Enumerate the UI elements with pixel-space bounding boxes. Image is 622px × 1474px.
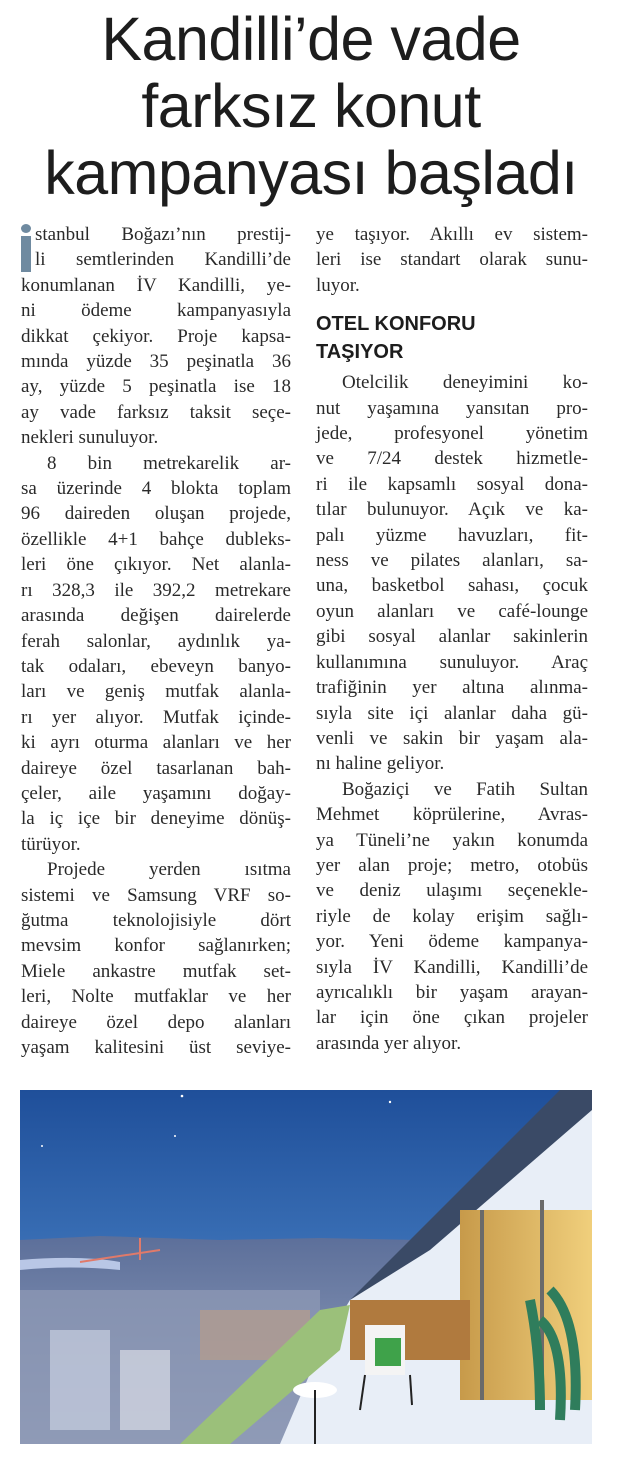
article-text-line: konumlanan İV Kandilli, ye- <box>21 274 291 296</box>
article-text-line: trafiğinin yer altına alınma- <box>316 677 588 699</box>
article-text-line: tak odaları, ebeveyn banyo- <box>21 655 291 677</box>
article-text-line: gibi sosyal alanlar sakinlerin <box>316 626 588 648</box>
article-text-line: stanbul Boğazı’nın prestij- <box>35 224 291 245</box>
article-text-line: sa üzerinde 4 blokta toplam <box>21 478 291 500</box>
article-text-line: yor. Yeni ödeme kampanya- <box>316 931 588 953</box>
article-text-line: venli ve sakin bir yaşam ala- <box>316 727 588 749</box>
headline-line: farksız konut <box>141 72 481 140</box>
article-text-line: tılar bulunuyor. Açık ve ka- <box>316 499 588 521</box>
article-text-line: ğutma teknolojisiyle dört <box>21 909 291 931</box>
article-text-line: nekleri sunuluyor. <box>21 427 159 449</box>
article-text-line: arasında yer alıyor. <box>316 1032 462 1054</box>
article-text-line: mevsim konfor sağlanırken; <box>21 935 291 957</box>
article-text-line: nut yaşamına yansıtan pro- <box>316 397 588 419</box>
article-text-line: una, basketbol sahası, çocuk <box>316 575 588 597</box>
article-text-line: Projede yerden ısıtma <box>47 859 291 881</box>
article-text-line: ve deniz ulaşımı seçenekle- <box>316 880 588 902</box>
subheading <box>316 310 588 366</box>
article-text-line: 96 daireden oluşan projede, <box>21 503 291 525</box>
article-text-line: nı haline geliyor. <box>316 753 445 775</box>
article-text-line: ay vade farksız taksit seçe- <box>21 401 291 423</box>
subheading-line: OTEL KONFORU <box>316 313 476 336</box>
article-text-line: oyun alanları ve café-lounge <box>316 600 588 622</box>
article-text-line: rı 328,3 ile 392,2 metrekare <box>21 579 291 601</box>
article-text-line: ri ile kapsamlı sosyal dona- <box>316 473 588 495</box>
article-text-line: dikkat çekiyor. Proje kapsa- <box>21 325 291 347</box>
article-text-line: mında yüzde 35 peşinatla 36 <box>21 351 291 373</box>
article-text-line: leri, Nolte mutfaklar ve her <box>21 986 291 1008</box>
article-text-line: lar için öne çıkan projeler <box>316 1007 588 1029</box>
article-text-line: 8 bin metrekarelik ar- <box>47 452 291 474</box>
article-text-line: ları ve geniş mutfak alanla- <box>21 681 291 703</box>
article-text-line: palı yüzme havuzları, fit- <box>316 524 588 546</box>
article-text-line: ni ödeme kampanyasıyla <box>21 300 291 322</box>
article-text-line: daireye özel depo alanları <box>21 1011 291 1033</box>
article-text-line: riyle de kolay erişim sağlı- <box>316 905 588 927</box>
article-text-line: Mehmet köprülerine, Avras- <box>316 804 588 826</box>
article-text-line: türüyor. <box>21 833 81 855</box>
article-text-line: leri ise standart olarak sunu- <box>316 249 588 271</box>
article-text-line: rı yer alıyor. Mutfak içinde- <box>21 706 291 728</box>
article-text-line: ay, yüzde 5 peşinatla ise 18 <box>21 376 291 398</box>
terrace-night-view-image <box>20 1090 592 1444</box>
article-text-line: çeler, aile yaşamını doğay- <box>21 782 291 804</box>
article-column-left <box>21 222 291 1060</box>
article-text-line: sistemi ve Samsung VRF so- <box>21 884 291 906</box>
article-text-line: luyor. <box>316 274 360 296</box>
article-text-line: arasında değişen dairelerde <box>21 605 291 627</box>
article-text-line: Otelcilik deneyimini ko- <box>342 372 588 394</box>
article-text-line: jede, profesyonel yönetim <box>316 423 588 445</box>
article-text-line: Boğaziçi ve Fatih Sultan <box>342 778 588 800</box>
article-text-line: la iç içe bir deneyime dönüş- <box>21 808 291 830</box>
article-photo <box>20 1090 592 1444</box>
article-text-line: li semtlerinden Kandilli’de <box>35 249 291 271</box>
article-text-line: ness ve pilates alanları, sa- <box>316 550 588 572</box>
subheading-line: TAŞIYOR <box>316 341 404 364</box>
headline <box>0 6 622 207</box>
article-text-line: ferah salonlar, aydınlık ya- <box>21 630 291 652</box>
headline-line: Kandilli’de vade <box>101 5 521 73</box>
article-text-line: sıyla İV Kandilli, Kandilli’de <box>316 956 588 978</box>
article-column-right <box>316 222 588 1056</box>
article-text-line: yer alan proje; metro, otobüs <box>316 854 588 876</box>
headline-line: kampanyası başladı <box>44 139 578 207</box>
article-text-line: yaşam kalitesini üst seviye- <box>21 1037 291 1058</box>
article-text-line: ve 7/24 destek hizmetle- <box>316 448 588 470</box>
article-text-line: özellikle 4+1 bahçe dubleks- <box>21 528 291 550</box>
article-text-line: ya Tüneli’ne yakın konumda <box>316 829 588 851</box>
article-text-line: ki ayrı oturma alanları ve her <box>21 732 291 754</box>
article-text-line: kullanımına sunuluyor. Araç <box>316 651 588 673</box>
article-text-line: ye taşıyor. Akıllı ev sistem- <box>316 224 588 245</box>
article-text-line: Miele ankastre mutfak set- <box>21 960 291 982</box>
article-text-line: daireye özel tasarlanan bah- <box>21 757 291 779</box>
article-text-line: leri öne çıkıyor. Net alanla- <box>21 554 291 576</box>
article-text-line: sıyla site içi alanlar daha gü- <box>316 702 588 724</box>
drop-cap <box>21 224 31 270</box>
article-text-line: ayrıcalıklı bir yaşam arayan- <box>316 981 588 1003</box>
